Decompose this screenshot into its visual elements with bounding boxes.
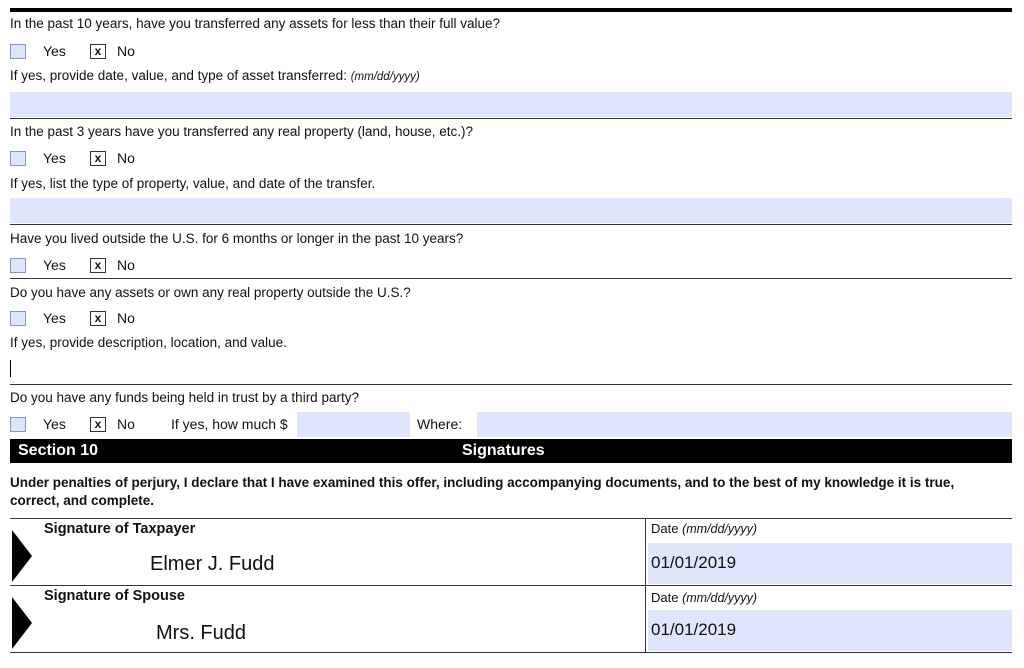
- taxpayer-signature-field[interactable]: Elmer J. Fudd: [150, 553, 275, 575]
- section-number: Section 10: [18, 442, 99, 459]
- divider: [10, 224, 1012, 225]
- q2-yes-checkbox[interactable]: [10, 151, 26, 166]
- q5-no-checkbox[interactable]: x: [90, 417, 106, 432]
- q2-details-field[interactable]: [10, 198, 1012, 223]
- q4-no-checkbox[interactable]: x: [90, 311, 106, 326]
- section-header: [10, 439, 1012, 463]
- q4-yes-label: Yes: [43, 310, 66, 326]
- q4-no-label: No: [117, 310, 135, 326]
- q1-details-field[interactable]: [10, 92, 1012, 117]
- q5-yes-label: Yes: [43, 416, 66, 432]
- divider: [10, 118, 1012, 119]
- spouse-date-field[interactable]: [648, 610, 1012, 651]
- divider: [10, 652, 1012, 653]
- text-cursor: [10, 360, 11, 377]
- q2-yes-label: Yes: [43, 150, 66, 166]
- spouse-date-label: Date (mm/dd/yyyy): [651, 590, 758, 605]
- divider: [10, 518, 1012, 519]
- q1-hint: If yes, provide date, value, and type of asset transferred: (mm/dd/yyyy): [10, 68, 420, 83]
- q1-no-checkbox[interactable]: x: [90, 44, 106, 59]
- spouse-signature-label: Signature of Spouse: [44, 588, 185, 604]
- q1-yes-checkbox[interactable]: [10, 44, 26, 59]
- spouse-date-value: 01/01/2019: [651, 620, 737, 639]
- trust-location-field[interactable]: [477, 412, 1012, 437]
- q2-hint: If yes, list the type of property, value, and date of the transfer.: [10, 176, 376, 191]
- q3-no-label: No: [117, 257, 135, 273]
- where-label: Where:: [417, 416, 463, 432]
- q5-no-label: No: [117, 416, 135, 432]
- q3-yes-checkbox[interactable]: [10, 258, 26, 273]
- taxpayer-signature-label: Signature of Taxpayer: [44, 521, 196, 537]
- trust-amount-field[interactable]: [297, 412, 410, 437]
- question-funds-in-trust: Do you have any funds being held in trust by a third party?: [10, 390, 359, 405]
- arrow-marker-icon: [12, 597, 32, 649]
- q1-no-label: No: [117, 43, 135, 59]
- q4-details-field[interactable]: [10, 357, 1012, 383]
- q5-yes-checkbox[interactable]: [10, 417, 26, 432]
- divider: [645, 585, 646, 652]
- q1-yes-label: Yes: [43, 43, 66, 59]
- question-assets-outside-us: Do you have any assets or own any real property outside the U.S.?: [10, 285, 411, 300]
- question-lived-outside-us: Have you lived outside the U.S. for 6 months or longer in the past 10 years?: [10, 231, 464, 246]
- divider: [10, 384, 1012, 385]
- perjury-declaration: Under penalties of perjury, I declare that I have examined this offer, including accompanying documents, and to the best of my knowledge it is true, correct, and complete.: [10, 475, 955, 508]
- question-assets-transferred: In the past 10 years, have you transferred any assets for less than their full value?: [10, 16, 501, 31]
- how-much-label: If yes, how much $: [171, 416, 288, 432]
- q2-no-label: No: [117, 150, 135, 166]
- taxpayer-date-value: 01/01/2019: [651, 553, 737, 572]
- arrow-marker-icon: [12, 530, 32, 582]
- q4-yes-checkbox[interactable]: [10, 311, 26, 326]
- divider: [645, 518, 646, 585]
- q4-hint: If yes, provide description, location, and value.: [10, 335, 287, 350]
- section-title: Signatures: [462, 442, 545, 459]
- divider: [10, 278, 1012, 279]
- q3-no-checkbox[interactable]: x: [90, 258, 106, 273]
- taxpayer-date-label: Date (mm/dd/yyyy): [651, 521, 758, 536]
- q2-no-checkbox[interactable]: x: [90, 151, 106, 166]
- divider: [10, 585, 1012, 586]
- q3-yes-label: Yes: [43, 257, 66, 273]
- top-border: [10, 8, 1012, 12]
- taxpayer-date-field[interactable]: [648, 543, 1012, 584]
- question-real-property-transferred: In the past 3 years have you transferred any real property (land, house, etc.)?: [10, 124, 474, 139]
- spouse-signature-field[interactable]: Mrs. Fudd: [156, 622, 247, 644]
